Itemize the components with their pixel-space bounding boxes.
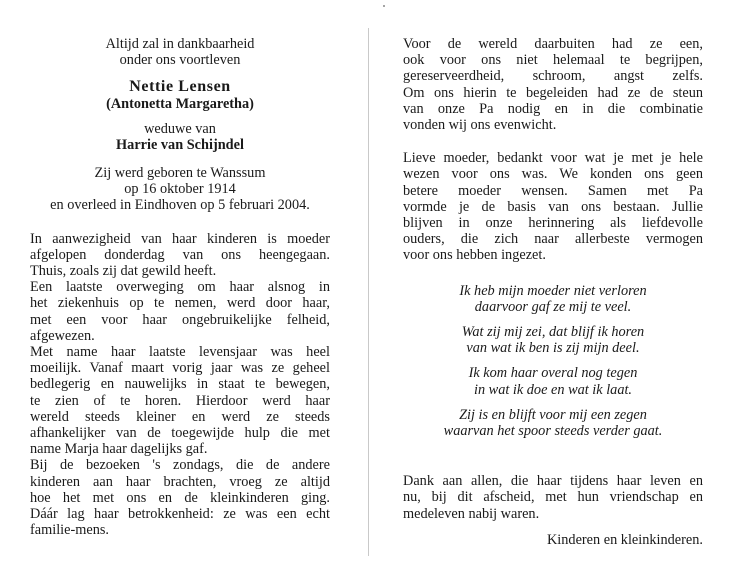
biography-line: Een laatste overweging om haar alsnog in: [30, 279, 330, 296]
tribute-line: vormde je de basis van ons bestaan. Jullie: [403, 198, 703, 215]
biography-line: kinderen aan haar brachten, vroeg ze altijd: [30, 473, 330, 490]
birth-line: Zij werd geboren te Wanssum: [94, 165, 266, 182]
thanks-line: medeleven nabij waren.: [403, 505, 540, 522]
tribute-line: ouders, die zich naar allerbeste vermogen: [403, 231, 703, 248]
poem: [403, 283, 703, 440]
poem-stanza: [403, 283, 703, 315]
biography-line: afgewezen.: [30, 327, 95, 344]
tribute-line: ook voor ons niet helemaal te begrijpen,: [403, 52, 703, 69]
deceased-name: Nettie Lensen: [129, 78, 231, 96]
poem-line: Ik heb mijn moeder niet verloren: [459, 282, 647, 299]
biography-line: wereld steeds kleiner en werd ze steeds: [30, 408, 330, 425]
poem-stanza: [403, 407, 703, 439]
biography-line: hoe het met ons en de kleinkinderen ging.: [30, 489, 330, 506]
tribute-line: Voor de wereld daarbuiten had ze een,: [403, 36, 703, 52]
tribute-line: gereserveerdheid, schroom, angst zelfs.: [403, 68, 703, 85]
biography-line: familie-mens.: [30, 522, 110, 539]
biography-line: name Marja haar dagelijks gaf.: [30, 441, 208, 458]
biography-line: bedlegerig en nauwelijks in staat te bewegen,: [30, 376, 330, 393]
biography-line: Met name haar laatste levensjaar was heel: [30, 344, 330, 361]
widow-of-label: weduwe van: [144, 120, 216, 137]
thanks-paragraph: [403, 473, 703, 522]
biography-line: te zien of te horen. Hierdoor werd haar: [30, 392, 330, 409]
opening-lines: [30, 36, 330, 68]
birth-date-line: op 16 oktober 1914: [124, 181, 236, 198]
poem-line: Ik kom haar overal nog tegen: [468, 365, 638, 382]
opening-line: Altijd zal in dankbaarheid: [105, 36, 255, 52]
poem-line: waarvan het spoor steeds verder gaat.: [443, 423, 663, 440]
poem-line: Wat zij mij zei, dat blijf ik horen: [461, 324, 645, 341]
biography-line: met een voor haar ongebruikelijke felheid,: [30, 311, 330, 328]
left-panel: [30, 36, 330, 538]
tribute-paragraph-2: [403, 150, 703, 263]
biography-line: Bij de bezoeken 's zondags, die de andere: [30, 457, 330, 474]
fold-line: [368, 28, 369, 556]
biography-line: In aanwezigheid van haar kinderen is moeder: [30, 230, 330, 247]
signature: Kinderen en kleinkinderen.: [546, 531, 703, 548]
poem-line: van wat ik ben is zij mijn deel.: [466, 340, 640, 357]
death-line: en overleed in Eindhoven op 5 februari 2004.: [50, 197, 310, 214]
thanks-line: Dank aan allen, die haar tijdens haar leven en: [403, 473, 703, 490]
deceased-full-name: (Antonetta Margaretha): [106, 96, 254, 113]
biography-line: moeilijk. Vanaf maart vorig jaar was ze geheel: [30, 360, 330, 377]
tribute-line: voor ons hebben ingezet.: [403, 247, 546, 264]
poem-line: Zij is en blijft voor mij een zegen: [459, 406, 647, 423]
biography-line: Dáár lag haar betrokkenheid: ze was een echt: [30, 506, 330, 523]
biography-line: afhankelijker van de toegewijde hulp die met: [30, 425, 330, 442]
opening-line: onder ons voortleven: [119, 52, 241, 69]
print-speck: [383, 5, 385, 7]
birth-death-block: [30, 165, 330, 214]
poem-stanza: [403, 365, 703, 397]
poem-line: in wat ik doe en wat ik laat.: [473, 381, 633, 398]
poem-line: daarvoor gaf ze mij te veel.: [474, 298, 632, 315]
thanks-line: nu, bij dit afscheid, met hun vriendschap en: [403, 489, 703, 506]
tribute-line: betere moeder wensen. Samen met Pa: [403, 182, 703, 199]
biography-line: het ziekenhuis op te nemen, werd door haar,: [30, 295, 330, 312]
tribute-line: wezen voor ons was. We konden ons geen: [403, 166, 703, 183]
tribute-line: Lieve moeder, bedankt voor wat je met je hele: [403, 150, 703, 167]
biography-line: Thuis, zoals zij dat gewild heeft.: [30, 263, 217, 280]
poem-stanza: [403, 324, 703, 356]
name-block: [30, 78, 330, 153]
tribute-line: blijven in onze herinnering als liefdevolle: [403, 215, 703, 232]
tribute-line: van onze Pa nodig en in die combinatie: [403, 100, 703, 117]
right-panel: [403, 36, 703, 548]
tribute-line: vonden wij ons evenwicht.: [403, 117, 557, 134]
husband-name: Harrie van Schijndel: [116, 136, 244, 153]
biography-paragraph: [30, 231, 330, 539]
tribute-paragraph-1: [403, 36, 703, 133]
tribute-line: Om ons hierin te begeleiden had ze de steun: [403, 84, 703, 101]
biography-line: afgelopen donderdag van ons heengegaan.: [30, 246, 330, 263]
